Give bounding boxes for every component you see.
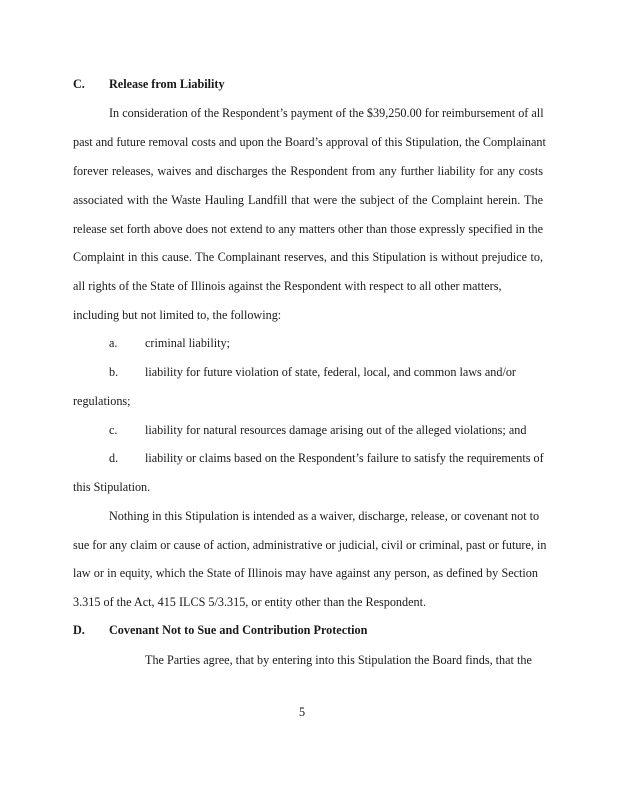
list-item-text: liability or claims based on the Respondent’s failure to satisfy the requirements of bbox=[145, 451, 544, 465]
section-c-title: Release from Liability bbox=[109, 77, 225, 91]
list-item-text: criminal liability; bbox=[145, 336, 230, 350]
para1-line: associated with the Waste Hauling Landfill that were the subject of the Complaint herein. The bbox=[73, 193, 543, 207]
section-d-title: Covenant Not to Sue and Contribution Protection bbox=[109, 623, 368, 637]
list-item-label: c. bbox=[109, 423, 118, 437]
para1-line: In consideration of the Respondent’s payment of the $39,250.00 for reimbursement of all bbox=[109, 106, 544, 120]
para2-line: Nothing in this Stipulation is intended as a waiver, discharge, release, or covenant not to bbox=[109, 509, 540, 523]
page-number: 5 bbox=[299, 705, 306, 719]
para1-line: including but not limited to, the following: bbox=[73, 308, 282, 322]
list-item-label: d. bbox=[109, 451, 119, 465]
para1-line: all rights of the State of Illinois against the Respondent with respect to all other matters, bbox=[73, 279, 502, 293]
section-d-letter: D. bbox=[73, 623, 85, 637]
list-item-label: b. bbox=[109, 365, 119, 379]
list-item-continuation: this Stipulation. bbox=[73, 480, 151, 494]
list-item-text: liability for future violation of state, federal, local, and common laws and/or bbox=[145, 365, 516, 379]
para2-line: sue for any claim or cause of action, administrative or judicial, civil or criminal, past or future, in bbox=[73, 538, 547, 552]
list-item-label: a. bbox=[109, 336, 118, 350]
para1-line: Complaint in this cause. The Complainant reserves, and this Stipulation is without prejudice to, bbox=[73, 250, 543, 264]
para2-line: law or in equity, which the State of Illinois may have against any person, as defined by Section bbox=[73, 566, 538, 580]
section-c-letter: C. bbox=[73, 77, 85, 91]
list-item-continuation: regulations; bbox=[73, 394, 131, 408]
para2-line: 3.315 of the Act, 415 ILCS 5/3.315, or entity other than the Respondent. bbox=[73, 595, 427, 609]
para1-line: release set forth above does not extend to any matters other than those expressly specified in the bbox=[73, 222, 543, 236]
list-item-text: liability for natural resources damage arising out of the alleged violations; and bbox=[145, 423, 527, 437]
para1-line: forever releases, waives and discharges the Respondent from any further liability for any costs bbox=[73, 164, 543, 178]
para1-line: past and future removal costs and upon the Board’s approval of this Stipulation, the Complainant bbox=[73, 135, 546, 149]
section-d-para-line: The Parties agree, that by entering into this Stipulation the Board finds, that the bbox=[145, 653, 532, 667]
